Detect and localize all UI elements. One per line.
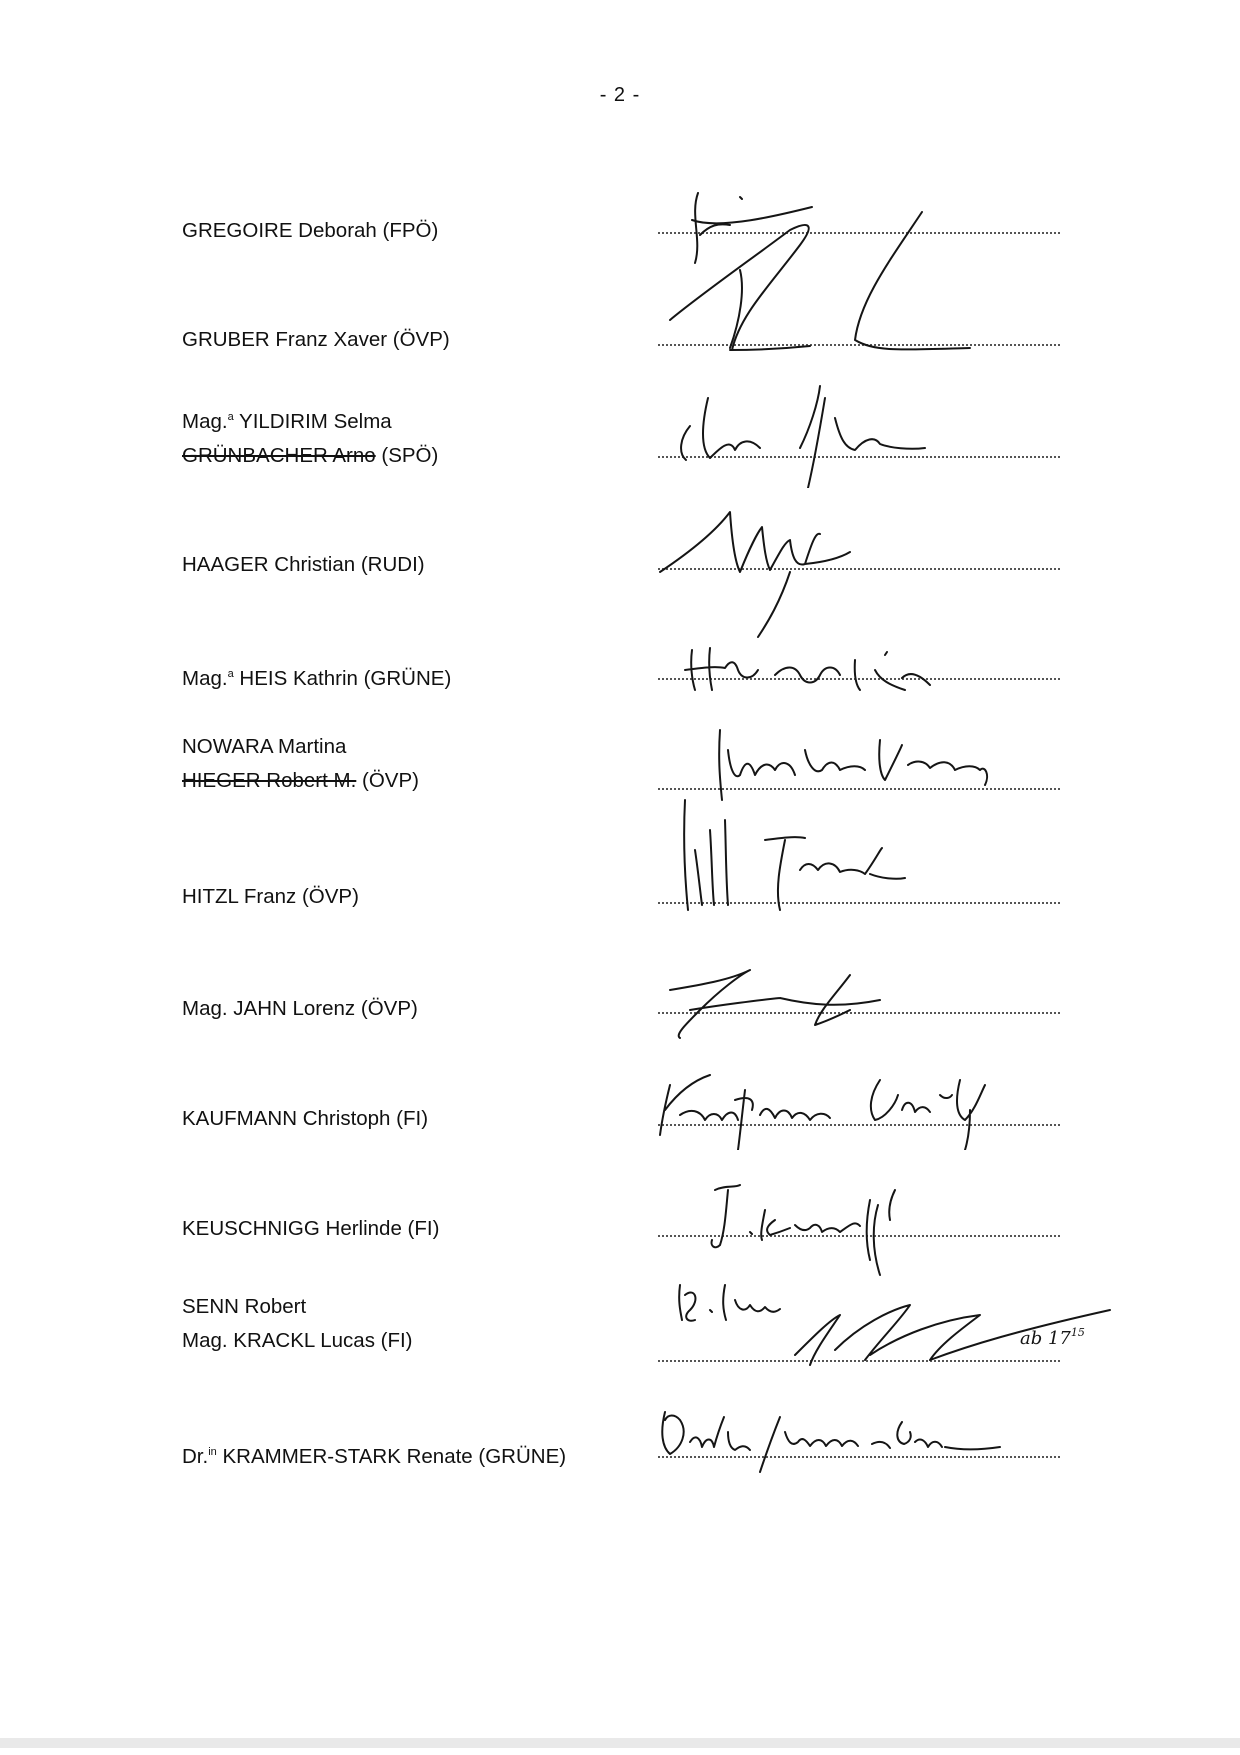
- name-label: KAUFMANN Christoph (FI): [182, 1107, 429, 1130]
- struck-name: GRÜNBACHER Arno: [182, 444, 376, 467]
- struck-name: HIEGER Robert M.: [182, 769, 357, 792]
- signature-line: [658, 1360, 1060, 1362]
- name-label: Mag.$^a$ YILDIRIM Selma GRÜNBACHER Arno (SPÖ): [182, 410, 439, 467]
- signature-nowara: [640, 720, 1060, 810]
- signature-gruber: [640, 200, 1060, 360]
- signature-keuschnigg: [640, 1170, 1060, 1280]
- name-label: Mag.$^a$ HEIS Kathrin (GRÜNE): [182, 667, 452, 690]
- signature-line: [658, 1456, 1060, 1458]
- name-label: Mag. JAHN Lorenz (ÖVP): [182, 997, 418, 1020]
- signature-haager: [640, 492, 1060, 642]
- name-label: GRUBER Franz Xaver (ÖVP): [182, 328, 450, 351]
- signature-yildirim: [640, 378, 1060, 488]
- name-label: GREGOIRE Deborah (FPÖ): [182, 219, 439, 242]
- signature-line: [658, 1012, 1060, 1014]
- signature-line: [658, 902, 1060, 904]
- signature-line: [658, 1235, 1060, 1237]
- signature-line: [658, 788, 1060, 790]
- signature-line: [658, 344, 1060, 346]
- name-label: NOWARA Martina HIEGER Robert M. (ÖVP): [182, 735, 419, 792]
- signature-senn-krackl: [640, 1265, 1180, 1375]
- signature-heis: [640, 630, 1060, 700]
- page-bottom-border: [0, 1738, 1240, 1748]
- signature-krammer-stark: [640, 1392, 1080, 1482]
- signature-line: [658, 232, 1060, 234]
- signature-kaufmann: [640, 1040, 1060, 1150]
- name-label: HITZL Franz (ÖVP): [182, 885, 359, 908]
- signature-line: [658, 456, 1060, 458]
- signature-line: [658, 678, 1060, 680]
- signature-jahn: [640, 950, 1060, 1050]
- signature-hitzl: [640, 790, 1060, 920]
- time-note: ab $17^{15}$: [1020, 1326, 1085, 1349]
- name-label: Dr.$^{in}$ KRAMMER-STARK Renate (GRÜNE): [182, 1445, 567, 1468]
- name-label: SENN Robert Mag. KRACKL Lucas (FI): [182, 1295, 413, 1352]
- name-label: KEUSCHNIGG Herlinde (FI): [182, 1217, 440, 1240]
- page-number: - 2 -: [599, 84, 641, 106]
- signature-line: [658, 1124, 1060, 1126]
- signature-gregoire: [640, 185, 1060, 275]
- name-label: HAAGER Christian (RUDI): [182, 553, 425, 576]
- signature-line: [658, 568, 1060, 570]
